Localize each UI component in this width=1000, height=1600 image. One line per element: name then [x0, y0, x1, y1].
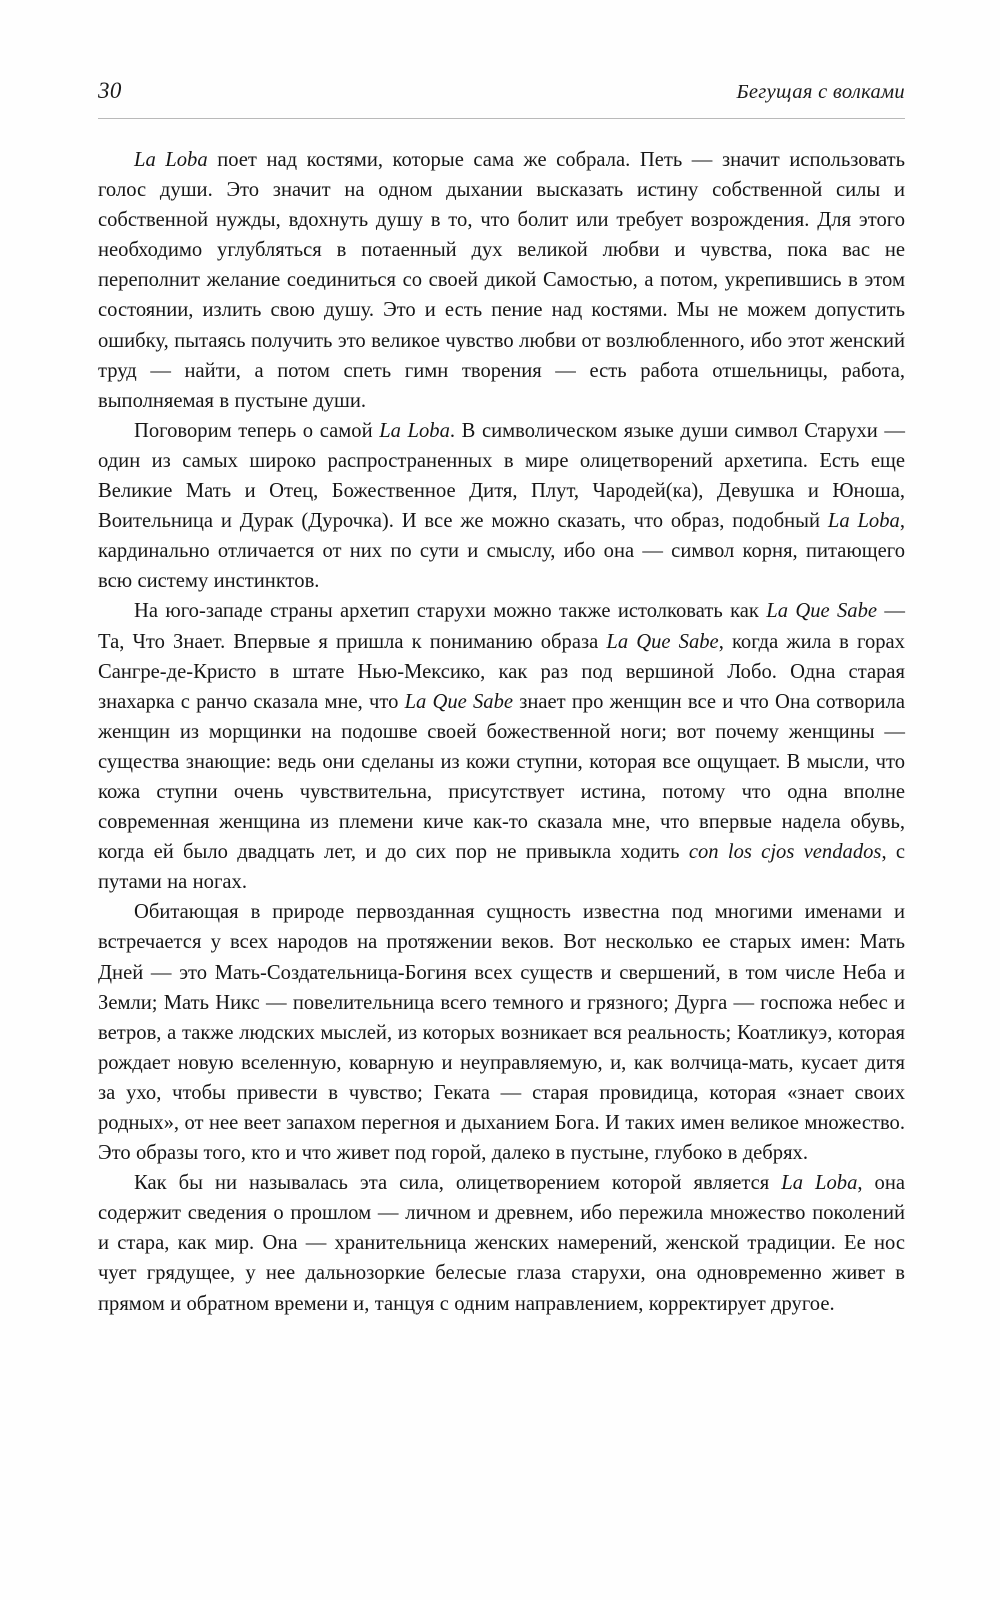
para-5: Как бы ни называлась эта сила, олицетворением которой является La Loba, она содержит сведения о прошлом — личном и древнем, ибо пережила множество поколений и стара, как мир. Она — хранительница женских намерений, женской традиции. Ее нос чует грядущее, у нее дальнозоркие белесые глаза старухи, она одновременно живет в прямом и обратном времени и, танцуя с одним направлением, корректирует другое. [98, 1172, 905, 1315]
para-3: На юго-западе страны архетип старухи можно также истолковать как La Que Sabe — Та, Что Знает. Впервые я пришла к пониманию образа La Que Sabe, когда жила в горах Сангре-де-Кристо в штате Нью-Мексико, как раз под вершиной Лобо. Одна старая знахарка с ранчо сказала мне, что La Que Sabe знает про женщин все и что Она сотворила женщин из морщинки на подошве своей божественной ноги; вот почему женщины — существа знающие: ведь они сделаны из кожи ступни, которая все ощущает. В мысли, что кожа ступни очень чувствительна, присутствует истина, потому что одна вполне современная женщина из племени киче как-то сказала мне, что впервые надела обувь, когда ей было двадцать лет, и до сих пор не привыкла ходить con los cjos vendados, с путами на ногах. [98, 600, 906, 894]
italic-run: La Loba [379, 419, 450, 442]
running-head [98, 78, 905, 116]
header-divider [98, 118, 905, 119]
para-1: La Loba поет над костями, которые сама же собрала. Петь — значит использовать голос души. Это значит на одном дыхании высказать истину собственной силы и собственной нужды, вдохнуть душу в то, что болит или требует возрождения. Для этого необходимо углубляться в потаенный дух великой любви и чувства, пока вас не переполнит желание соединиться со своей дикой Самостью, а потом, укрепившись в этом состоянии, излить свою душу. Это и есть пение над костями. Мы не можем допустить ошибку, пытаясь получить это великое чувство любви от возлюбленного, ибо этот женский труд — найти, а потом спеть гимн творения — есть работа отшельницы, работа, выполняемая в пустыне души. [98, 149, 905, 412]
page-number: 30 [98, 78, 122, 103]
italic-run: con los cjos vendados [688, 841, 882, 864]
italic-run: La Que Sabe [766, 600, 878, 623]
book-title: Бегущая с волками [736, 81, 905, 103]
para-2: Поговорим теперь о самой La Loba. В символическом языке души символ Старухи — один из самых широко распространенных в мире олицетворений архетипа. Есть еще Великие Мать и Отец, Божественное Дитя, Плут, Чародей(ка), Девушка и Юноша, Воительница и Дурак (Дурочка). И все же можно сказать, что образ, подобный La Loba, кардинально отличается от них по сути и смыслу, ибо она — символ корня, питающего всю систему инстинктов. [98, 419, 905, 593]
italic-run: La Loba [781, 1172, 858, 1195]
italic-run: La Que Sabe [606, 630, 719, 653]
italic-run: La Loba [134, 149, 208, 171]
italic-run: La Que Sabe [404, 690, 514, 713]
body-text [98, 145, 905, 1319]
italic-run: La Loba [827, 510, 900, 533]
para-4: Обитающая в природе первозданная сущность известна под многими именами и встречается у всех народов на протяжении веков. Вот несколько ее старых имен: Мать Дней — это Мать-Создательница-Богиня всех существ и свершений, в том числе Неба и Земли; Мать Никс — повелительница всего темного и грязного; Дурга — госпожа небес и ветров, а также людских мыслей, из которых возникает вся реальность; Коатликуэ, которая рождает новую вселенную, коварную и неуправляемую, и, как волчица-мать, кусает дитя за ухо, чтобы привести в чувство; Геката — старая провидица, которая «знает своих родных», от нее веет запахом перегноя и дыханием Бога. И таких имен великое множество. Это образы того, кто и что живет под горой, далеко в пустыне, глубоко в дебрях. [98, 901, 905, 1165]
